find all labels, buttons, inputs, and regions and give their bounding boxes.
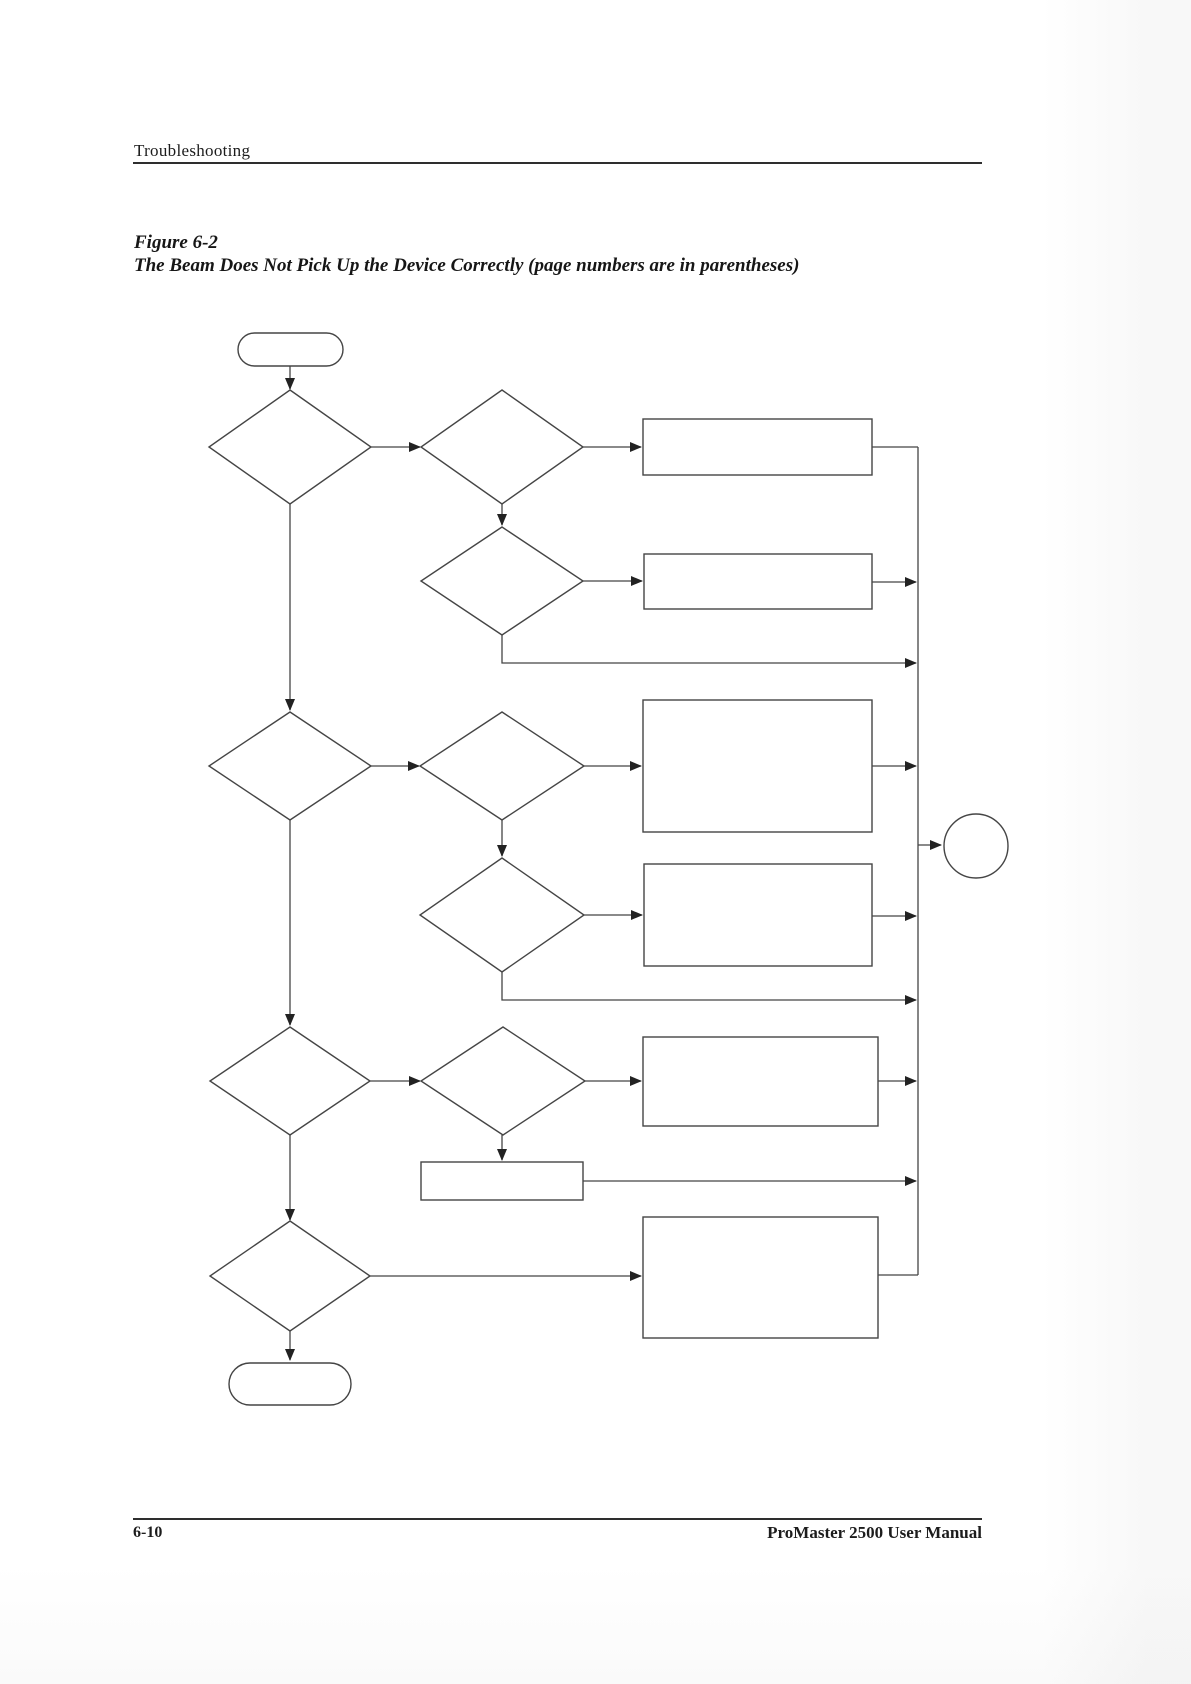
process-3 bbox=[643, 700, 872, 832]
decision-5 bbox=[420, 712, 584, 820]
process-4 bbox=[644, 864, 872, 966]
decision-6 bbox=[420, 858, 584, 972]
decision-1 bbox=[209, 390, 371, 504]
decision-8 bbox=[421, 1027, 585, 1135]
end-terminator bbox=[229, 1363, 351, 1405]
page-number: 6-10 bbox=[133, 1524, 163, 1541]
process-1 bbox=[643, 419, 872, 475]
connector-circle bbox=[944, 814, 1008, 878]
figure-title: The Beam Does Not Pick Up the Device Correctly (page numbers are in parentheses) bbox=[134, 255, 800, 276]
decision-3 bbox=[421, 527, 583, 635]
edge-decision-3-bottom-to-bus bbox=[502, 635, 916, 663]
process-5 bbox=[643, 1037, 878, 1126]
process-6 bbox=[421, 1162, 583, 1200]
process-7 bbox=[643, 1217, 878, 1338]
decision-4 bbox=[209, 712, 371, 820]
manual-title: ProMaster 2500 User Manual bbox=[767, 1523, 982, 1542]
start-terminator bbox=[238, 333, 343, 366]
edge-decision-6-bottom-to-bus bbox=[502, 972, 916, 1000]
process-2 bbox=[644, 554, 872, 609]
decision-9 bbox=[210, 1221, 370, 1331]
decision-7 bbox=[210, 1027, 370, 1135]
footer-rule bbox=[133, 1518, 982, 1520]
section-title: Troubleshooting bbox=[134, 141, 251, 160]
figure-label: Figure 6-2 bbox=[134, 232, 218, 253]
decision-2 bbox=[421, 390, 583, 504]
